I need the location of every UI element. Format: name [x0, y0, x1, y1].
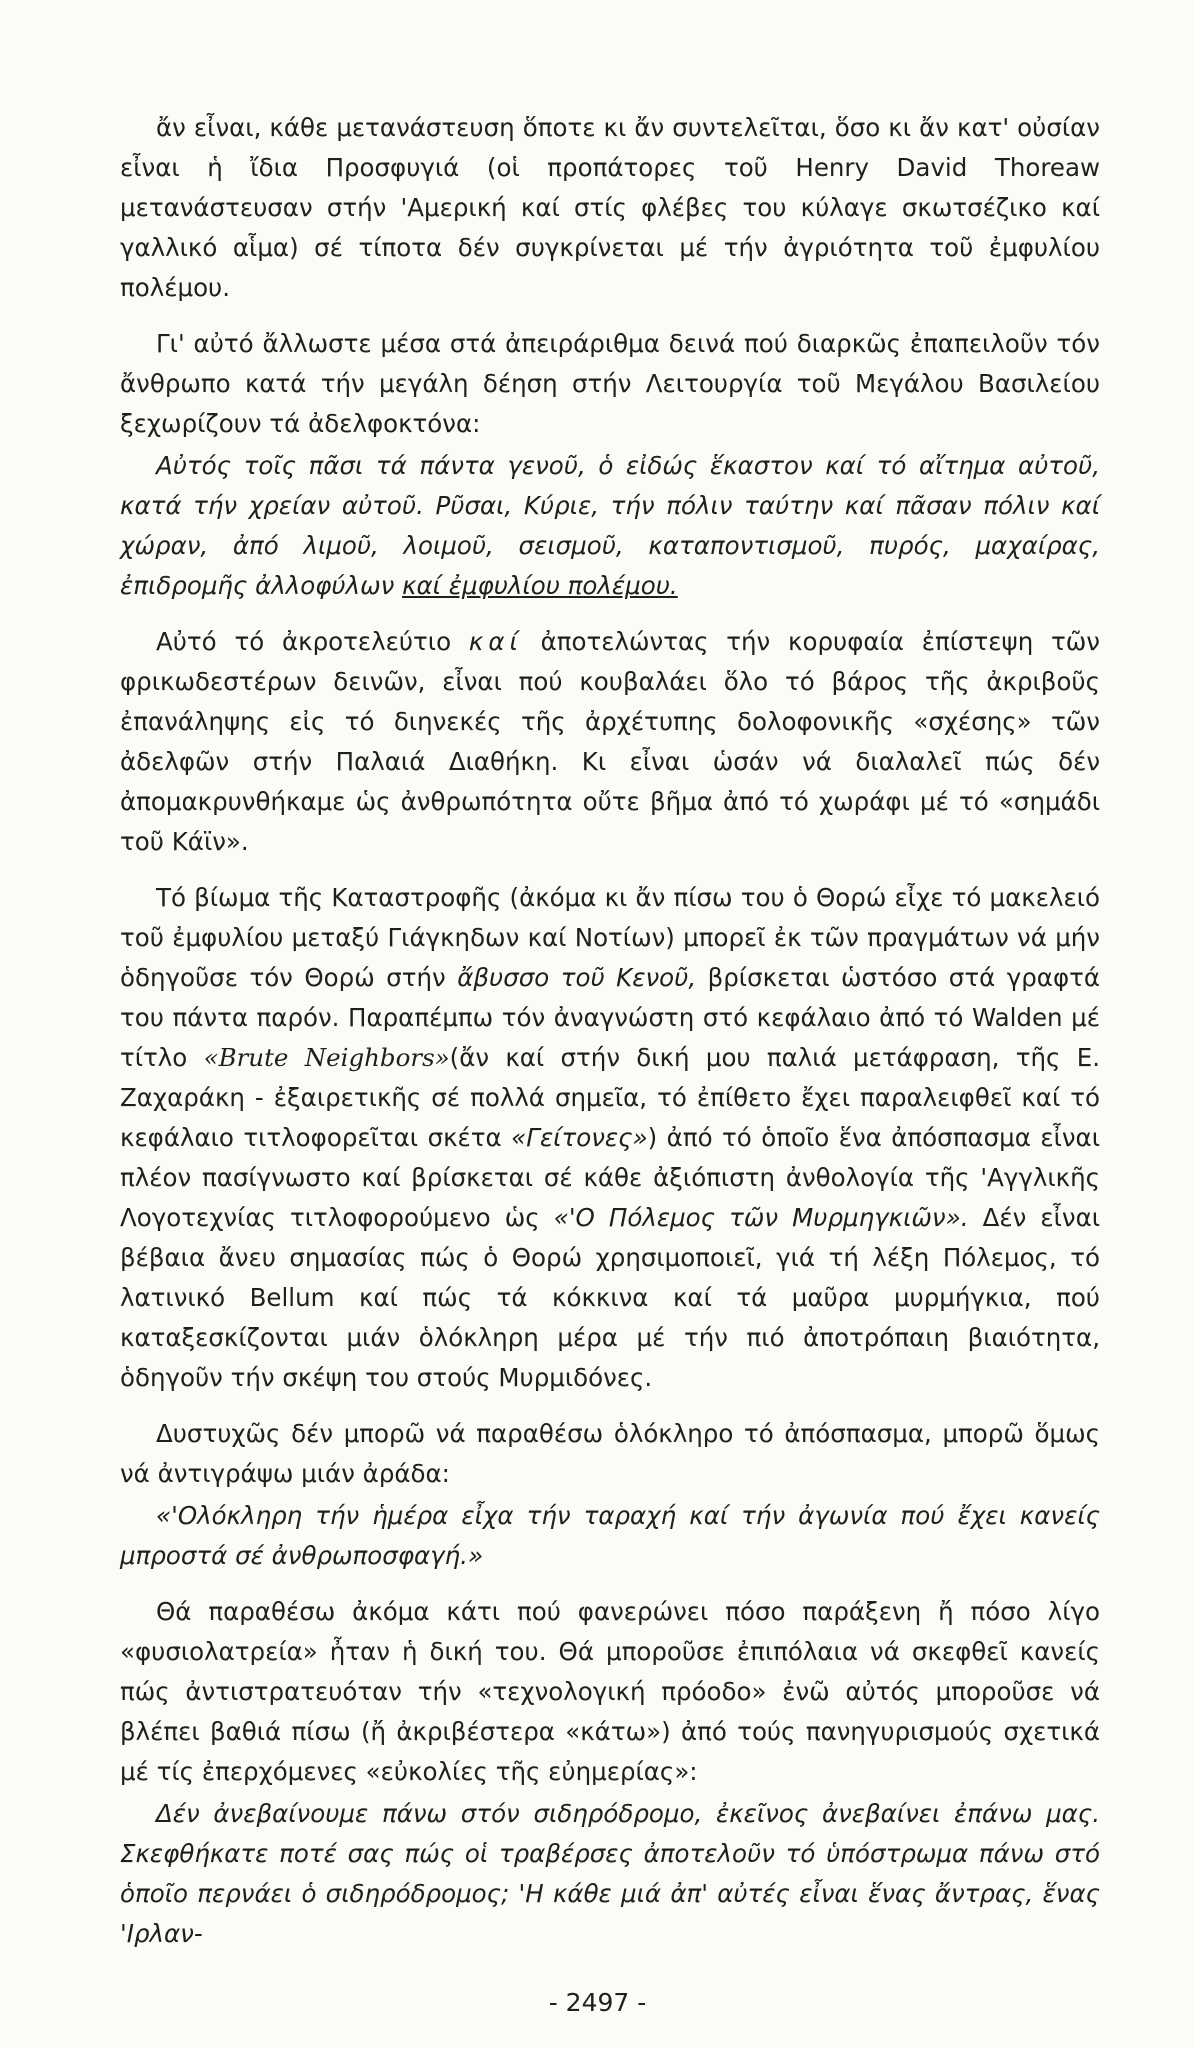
liturgy-quote — [120, 446, 1100, 606]
quote-text: Αὐτός τοῖς πᾶσι τά πάντα γενοῦ, ὁ εἰδώς ἕκαστον καί τό αἴτημα αὐτοῦ, κατά τήν χρείαν αὐτοῦ. Ρῦσαι, Κύριε, τήν πόλιν ταύτην καί πᾶσαν πόλιν καί χώραν, ἀπό λιμοῦ, λοιμοῦ, σεισμοῦ, καταποντισμοῦ, πυρός, μαχαίρας, ἐπιδρομῆς ἀλλοφύλων — [120, 451, 1100, 600]
railroad-quote — [120, 1794, 1100, 1954]
paragraph-text: Γι' αὐτό ἄλλωστε μέσα στά ἀπειράριθμα δεινά πού διαρκῶς ἐπαπειλοῦν τόν ἄνθρωπο κατά τήν μεγάλη δέηση στήν Λειτουργία τοῦ Μεγάλου Βασιλείου ξεχωρίζουν τά ἀδελφοκτόνα: — [120, 329, 1100, 438]
paragraph-text: Τό βίωμα τῆς Καταστροφῆς (ἀκόμα κι ἄν πίσω του ὁ Θορώ εἶχε τό μακελειό τοῦ ἐμφυλίου μεταξύ Γιάγκηδων καί Νοτίων) μπορεῖ ἐκ τῶν πραγμάτων νά μήν ὁδηγοῦσε τόν Θορώ στήν — [120, 883, 1100, 992]
paragraph-text: ) ἀπό τό ὁποῖο ἕνα ἀπόσπασμα εἶναι πλέον πασίγνωστο καί βρίσκεται σέ κάθε ἀξιόπιστη ἀνθολογία τῆς 'Αγγλικῆς Λογοτεχνίας τιτλοφορούμενο ὡς — [120, 1123, 1100, 1232]
paragraph-text: ἄν εἶναι, κάθε μετανάστευση ὅποτε κι ἄν συντελεῖται, ὅσο κι ἄν κατ' οὐσίαν εἶναι ἡ ἴδια Προσφυγιά (οἱ προπάτορες τοῦ Henry David Thoreaw μετανάστευσαν στήν 'Αμερική καί στίς φλέβες του κύλαγε σκωτσέζικο καί γαλλικό αἷμα) σέ τίποτα δέν συγκρίνεται μέ τήν ἀγριότητα τοῦ ἐμφυλίου πολέμου. — [120, 113, 1100, 302]
chapter-title: «Brute Neighbors» — [203, 1043, 450, 1072]
paragraph-text: (ἄν καί στήν δική μου παλιά μετάφραση, τῆς Ε. Ζαχαράκη - ἐξαιρετικῆς σέ πολλά σημεῖα, τό ἐπίθετο ἔχει παραλειφθεῖ καί τό κεφάλαιο τιτλοφορεῖται σκέτα — [120, 1043, 1100, 1152]
paragraph-text: Αὐτό τό ἀκροτελεύτιο — [156, 627, 452, 656]
paragraph — [120, 1592, 1100, 1792]
quote-text: «'Ολόκληρη τήν ἡμέρα εἶχα τήν ταραχή καί τήν ἀγωνία πού ἔχει κανείς μπροστά σέ ἀνθρωποσφαγή.» — [120, 1501, 1100, 1570]
paragraph-text: Θά παραθέσω ἀκόμα κάτι πού φανερώνει πόσο παράξενη ἤ πόσο λίγο «φυσιολατρεία» ἦταν ἡ δική του. Θά μποροῦσε ἐπιπόλαια νά σκεφθεῖ κανείς πώς ἀντιστρατευόταν τήν «τεχνολογική πρόοδο» ἐνῶ αὐτός μποροῦσε νά βλέπει βαθιά πίσω (ἤ ἀκριβέστερα «κάτω») ἀπό τούς πανηγυρισμούς σχετικά μέ τίς ἐπερχόμενες «εὐκολίες τῆς εὐημερίας»: — [120, 1597, 1100, 1786]
thoreau-quote — [120, 1496, 1100, 1576]
page-number: - 2497 - — [548, 1988, 647, 2017]
spaced-emphasis-word: καί — [468, 627, 523, 656]
quote-text: Δέν ἀνεβαίνουμε πάνω στόν σιδηρόδρομο, ἐκεῖνος ἀνεβαίνει ἐπάνω μας. Σκεφθήκατε ποτέ σας πώς οἱ τραβέρσες ἀποτελοῦν τό ὑπόστρωμα πάνω στό ὁποῖο περνάει ὁ σιδηρόδρομος; 'Η κάθε μιά ἀπ' αὐτές εἶναι ἕνας ἄντρας, ἕνας 'Ιρλαν- — [120, 1799, 1100, 1948]
paragraph — [120, 324, 1100, 444]
paragraph-text: ἀποτελώντας τήν κορυφαία ἐπίστεψη τῶν φρικωδεστέρων δεινῶν, εἶναι πού κουβαλάει ὅλο τό βάρος τῆς ἀκριβοῦς ἐπανάληψης εἰς τό διηνεκές τῆς ἀρχέτυπης δολοφονικῆς «σχέσης» τῶν ἀδελφῶν στήν Παλαιά Διαθήκη. Κι εἶναι ὡσάν νά διαλαλεῖ πώς δέν ἀπομακρυνθήκαμε ὡς ἀνθρωπότητα οὔτε βῆμα ἀπό τό χωράφι μέ τό «σημάδι τοῦ Κάϊν». — [120, 627, 1100, 856]
paragraph-text: Δέν εἶναι βέβαια ἄνευ σημασίας πώς ὁ Θορώ χρησιμοποιεῖ, γιά τή λέξη Πόλεμος, τό λατινικό Bellum καί πώς τά κόκκινα καί τά μαῦρα μυρμήγκια, πού καταξεσκίζονται μιάν ὁλόκληρη μέρα μέ τήν πιό ἀποτρόπαιη βιαιότητα, ὁδηγοῦν τήν σκέψη του στούς Μυρμιδόνες. — [120, 1203, 1101, 1392]
paragraph-text: βρίσκεται ὡστόσο στά γραφτά του πάντα παρόν. Παραπέμπω τόν ἀναγνώστη στό κεφάλαιο ἀπό τό Walden μέ τίτλο — [120, 963, 1101, 1072]
chapter-title-greek: «Γείτονες» — [511, 1123, 648, 1152]
quote-underlined-ending: καί ἐμφυλίου πολέμου. — [402, 571, 678, 600]
paragraph — [120, 878, 1100, 1398]
emphasis-text: ἄβυσσο τοῦ Κενοῦ, — [457, 963, 697, 992]
paragraph-text: Δυστυχῶς δέν μπορῶ νά παραθέσω ὁλόκληρο τό ἀπόσπασμα, μπορῶ ὅμως νά ἀντιγράψω μιάν ἀράδα: — [120, 1419, 1100, 1488]
paragraph — [120, 108, 1100, 308]
paragraph — [120, 1414, 1100, 1494]
excerpt-title: «'Ο Πόλεμος τῶν Μυρμηγκιῶν». — [553, 1203, 969, 1232]
paragraph — [120, 622, 1100, 862]
